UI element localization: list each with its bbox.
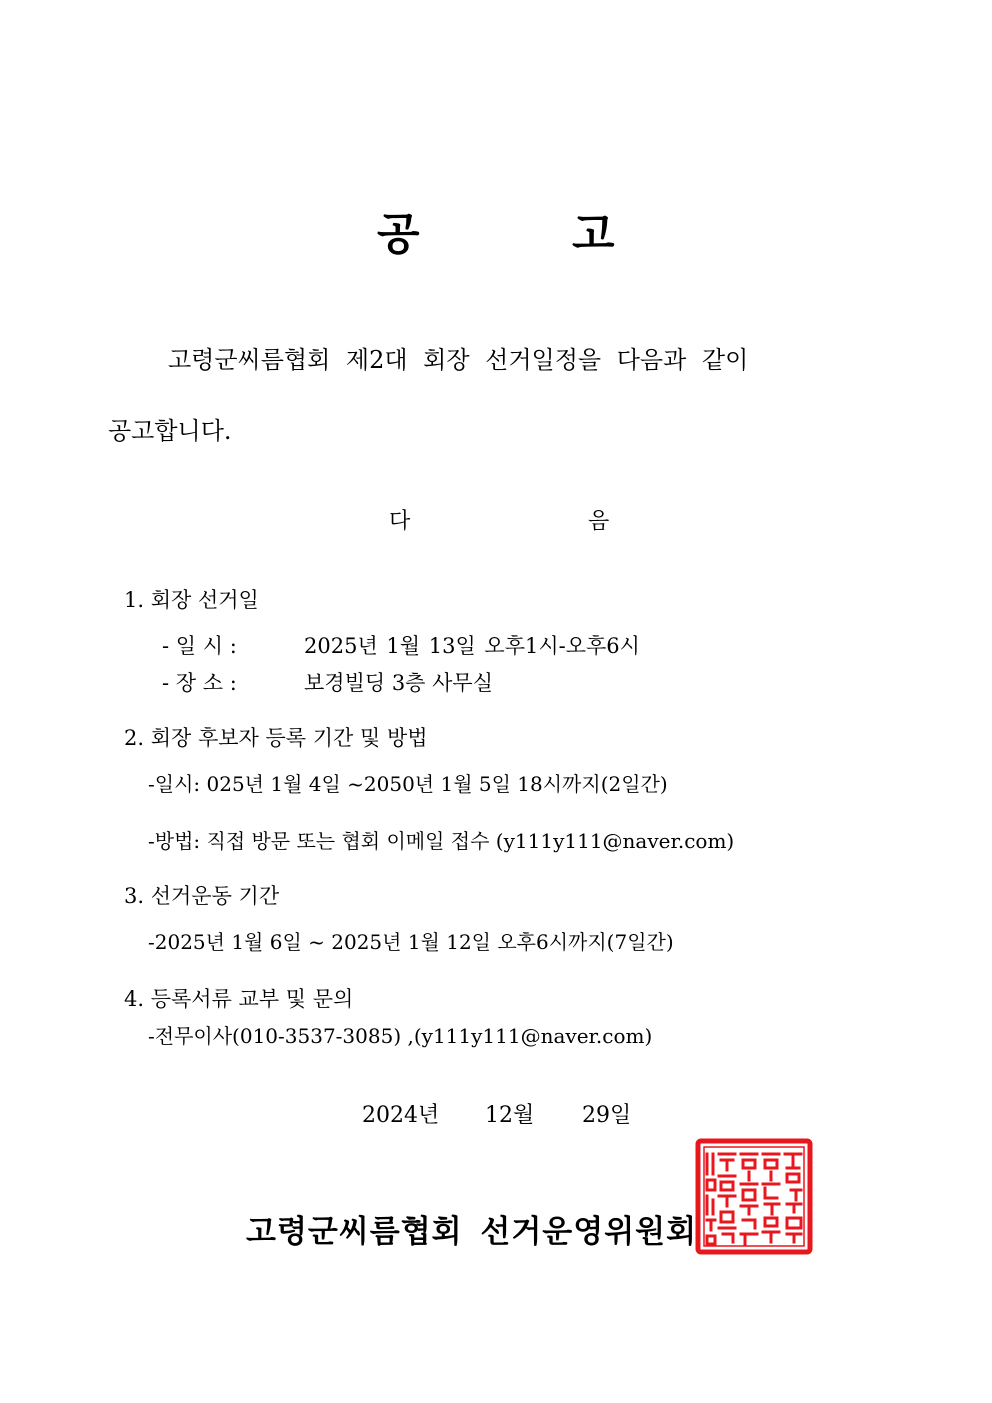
section-3-period: -2025년 1월 6일 ~ 2025년 1월 12일 오후6시까지(7일간) — [148, 930, 674, 954]
section-1-place-label: - 장 소 : — [162, 671, 237, 695]
da-eum-heading-first: 다 — [389, 509, 411, 534]
intro-line-2: 공고합니다. — [108, 417, 232, 445]
date-day: 29일 — [582, 1103, 632, 1128]
notice-title-first-char: 공 — [377, 209, 420, 260]
da-eum-heading-second: 음 — [588, 509, 610, 534]
section-2-heading: 2. 회장 후보자 등록 기간 및 방법 — [124, 726, 428, 750]
organization-signature: 고령군씨름협회 선거운영위원회 — [246, 1214, 698, 1250]
official-seal-stamp — [695, 1138, 813, 1255]
section-1-place-value: 보경빌딩 3층 사무실 — [304, 671, 493, 695]
date-month: 12월 — [485, 1103, 535, 1128]
intro-line-1: 고령군씨름협회 제2대 회장 선거일정을 다음과 같이 — [168, 346, 749, 374]
section-1-heading: 1. 회장 선거일 — [124, 588, 259, 612]
section-2-date: -일시: 025년 1월 4일 ~2050년 1월 5일 18시까지(2일간) — [148, 772, 668, 796]
section-1-date-value: 2025년 1월 13일 오후1시-오후6시 — [304, 634, 640, 658]
date-year: 2024년 — [362, 1103, 440, 1128]
notice-title-second-char: 고 — [572, 209, 615, 260]
section-3-heading: 3. 선거운동 기간 — [124, 884, 280, 908]
section-2-method: -방법: 직접 방문 또는 협회 이메일 접수 (y111y111@naver.com) — [148, 829, 735, 853]
section-1-date-label: - 일 시 : — [162, 634, 237, 658]
section-4-contact: -전무이사(010-3537-3085) ,(y111y111@naver.com) — [148, 1024, 653, 1048]
section-4-heading: 4. 등록서류 교부 및 문의 — [124, 987, 354, 1011]
